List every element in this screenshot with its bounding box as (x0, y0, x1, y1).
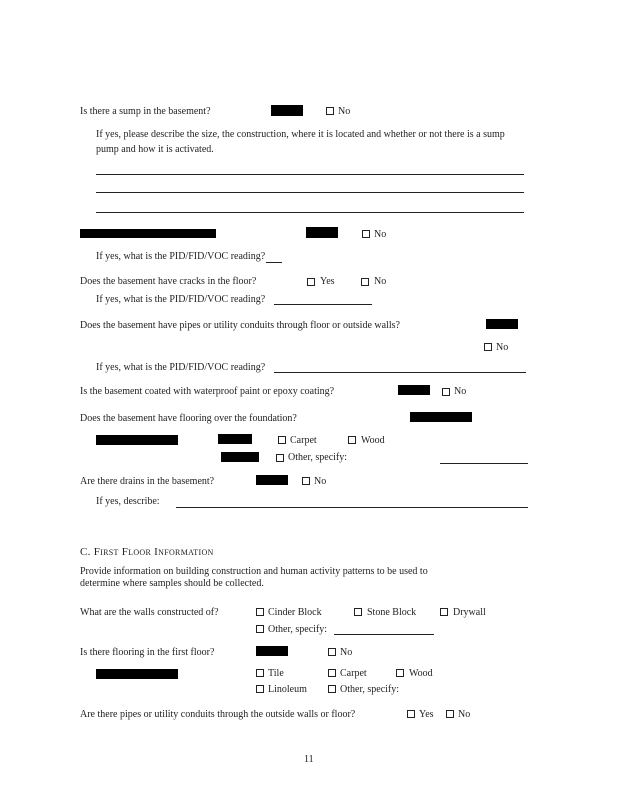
walls-other-checkbox[interactable] (256, 625, 264, 633)
walls-cinder-label: Cinder Block (268, 607, 322, 618)
walls-question: What are the walls constructed of? (80, 607, 219, 618)
conduits-question: Are there pipes or utility conduits through the outside walls or floor? (80, 709, 356, 720)
walls-cinder-checkbox[interactable] (256, 608, 264, 616)
drains-followup: If yes, describe: (96, 496, 160, 507)
pid1-no-checkbox[interactable] (362, 230, 370, 238)
walls-other-label: Other, specify: (268, 624, 328, 635)
answer-line[interactable] (96, 212, 524, 213)
redaction-block (486, 319, 518, 329)
page-number: 11 (304, 754, 314, 765)
pid1-followup: If yes, what is the PID/FID/VOC reading? (96, 251, 266, 262)
cracks-followup: If yes, what is the PID/FID/VOC reading? (96, 294, 266, 305)
conduits-no-label: No (458, 709, 471, 720)
floor1-carpet-label: Carpet (340, 668, 367, 679)
flooring-wood-label: Wood (361, 435, 385, 446)
flooring-carpet-checkbox[interactable] (278, 436, 286, 444)
drains-question: Are there drains in the basement? (80, 476, 215, 487)
redaction-block (96, 435, 178, 445)
section-c-intro-1: Provide information on building construction and human activity patterns to be used to (80, 566, 428, 577)
floor1-linoleum-label: Linoleum (268, 684, 307, 695)
waterproof-no-checkbox[interactable] (442, 388, 450, 396)
cracks-question: Does the basement have cracks in the floor? (80, 276, 257, 287)
floor1-tile-label: Tile (268, 668, 284, 679)
redaction-block (256, 475, 288, 485)
flooring-other-label: Other, specify: (288, 452, 348, 463)
floor1-other-checkbox[interactable] (328, 685, 336, 693)
section-c-heading: C. First Floor Information (80, 546, 214, 558)
drains-no-checkbox[interactable] (302, 477, 310, 485)
drains-no-label: No (314, 476, 327, 487)
cracks-no-label: No (374, 276, 387, 287)
flooring-wood-checkbox[interactable] (348, 436, 356, 444)
redaction-block (80, 229, 216, 238)
pid1-no-label: No (374, 229, 387, 240)
answer-line[interactable] (334, 634, 434, 635)
walls-drywall-label: Drywall (453, 607, 486, 618)
redaction-block (306, 227, 338, 238)
redaction-block (271, 105, 303, 116)
flooring-carpet-label: Carpet (290, 435, 317, 446)
redaction-block (398, 385, 430, 395)
floor1-no-checkbox[interactable] (328, 648, 336, 656)
floor1-carpet-checkbox[interactable] (328, 669, 336, 677)
floor1-tile-checkbox[interactable] (256, 669, 264, 677)
redaction-block (96, 669, 178, 679)
answer-line[interactable] (266, 262, 282, 263)
conduits-yes-label: Yes (419, 709, 434, 720)
answer-line[interactable] (440, 463, 528, 464)
floor1-no-label: No (340, 647, 353, 658)
conduits-no-checkbox[interactable] (446, 710, 454, 718)
walls-stone-checkbox[interactable] (354, 608, 362, 616)
floor1-wood-checkbox[interactable] (396, 669, 404, 677)
answer-line[interactable] (274, 372, 526, 373)
cracks-yes-label: Yes (320, 276, 335, 287)
cracks-no-checkbox[interactable] (361, 278, 369, 286)
redaction-block (218, 434, 252, 444)
waterproof-no-label: No (454, 386, 467, 397)
answer-line[interactable] (176, 507, 528, 508)
pipes-followup: If yes, what is the PID/FID/VOC reading? (96, 362, 266, 373)
pipes-no-label: No (496, 342, 509, 353)
answer-line[interactable] (96, 174, 524, 175)
pipes-no-checkbox[interactable] (484, 343, 492, 351)
cracks-yes-checkbox[interactable] (307, 278, 315, 286)
floor1-question: Is there flooring in the first floor? (80, 647, 215, 658)
section-c-intro-2: determine where samples should be collected. (80, 578, 264, 589)
redaction-block (256, 646, 288, 656)
answer-line[interactable] (274, 304, 372, 305)
conduits-yes-checkbox[interactable] (407, 710, 415, 718)
flooring-other-checkbox[interactable] (276, 454, 284, 462)
pipes-question: Does the basement have pipes or utility conduits through floor or outside walls? (80, 320, 400, 331)
floor1-other-label: Other, specify: (340, 684, 400, 695)
flooring-question: Does the basement have flooring over the foundation? (80, 413, 297, 424)
sump-no-label: No (338, 106, 351, 117)
sump-no-checkbox[interactable] (326, 107, 334, 115)
answer-line[interactable] (96, 192, 524, 193)
floor1-wood-label: Wood (409, 668, 433, 679)
walls-stone-label: Stone Block (367, 607, 417, 618)
waterproof-question: Is the basement coated with waterproof paint or epoxy coating? (80, 386, 335, 397)
sump-followup: If yes, please describe the size, the construction, where it is located and whether or not there is a sump pump and how it is activated. (96, 129, 505, 155)
sump-question: Is there a sump in the basement? (80, 106, 211, 117)
redaction-block (410, 412, 472, 422)
redaction-block (221, 452, 259, 462)
floor1-linoleum-checkbox[interactable] (256, 685, 264, 693)
walls-drywall-checkbox[interactable] (440, 608, 448, 616)
